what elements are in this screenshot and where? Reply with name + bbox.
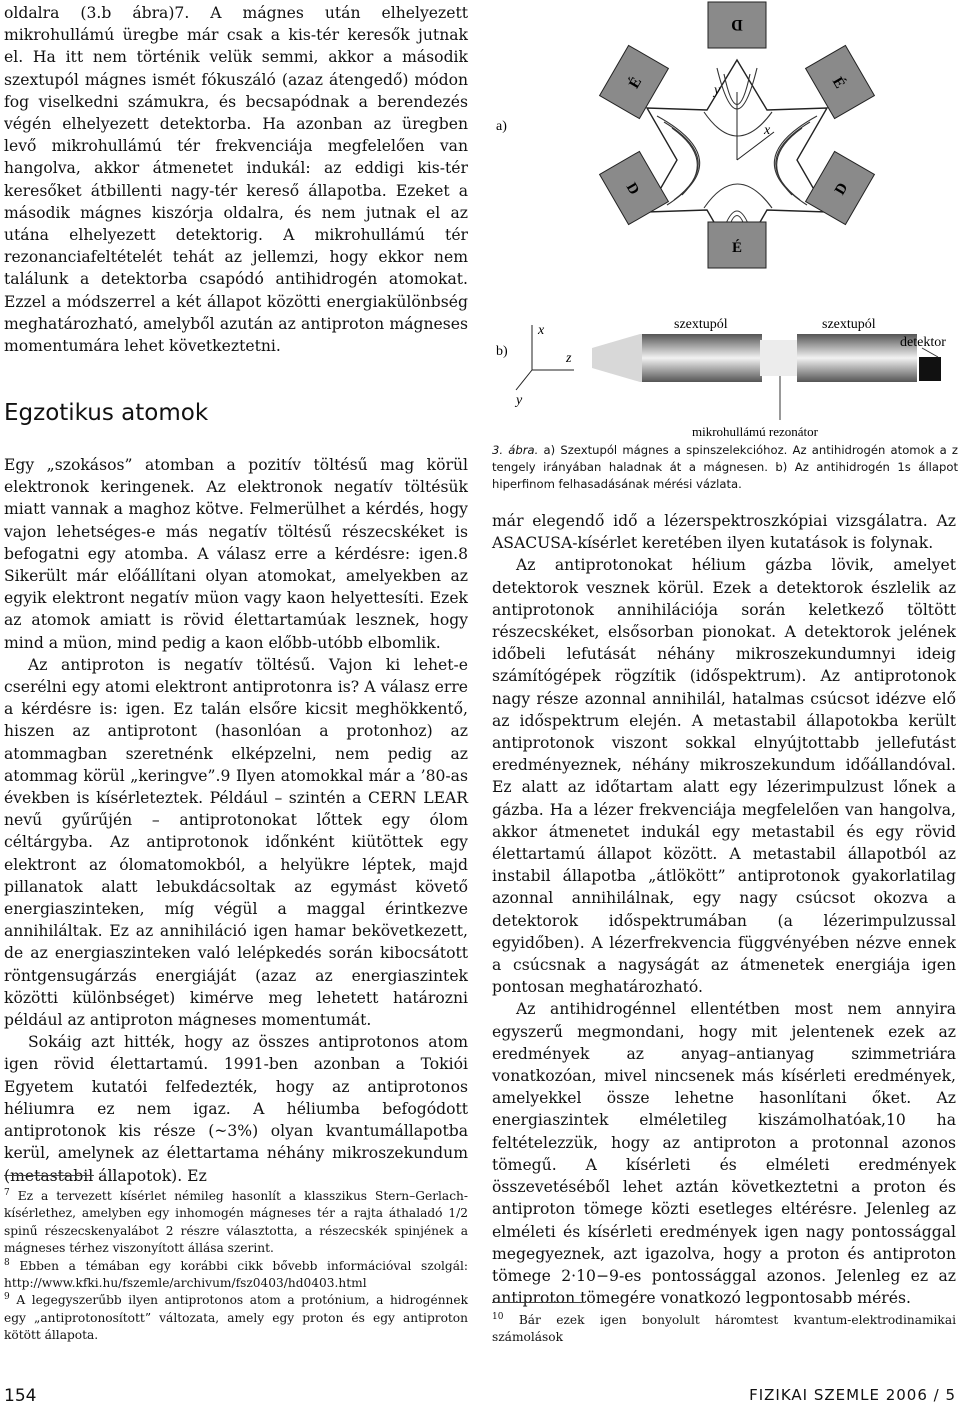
left-column xyxy=(4,2,468,357)
figure-caption: 3. ábra. a) Szextupól mágnes a spinszelekcióhoz. Az antihidrogén atomok a z tengely irányában haladnak át a mágnesen. b) Az antihidrogén 1s állapot hiperfinom felhasadásának mérési vázlata. xyxy=(492,443,959,491)
left-paragraph-1: oldalra (3.b ábra)7. A mágnes után elhelyezett mikrohullámú üregbe már csak a kis-tér keresők jutnak el. Ha itt nem történik velük semmi, akkor a második szextupól mágnes ismét fókuszáló (azaz átengedő) módon fog viselkedni számukra, és becsapódnak a berendezés végén elhelyezett detektorba. Ha azonban az üregben levő mikrohullámú tér frekvenciája megfelelően van hangolva, akkor átmenetet indukál: az eddigi kis-tér keresőket átbillenti nagy-tér kereső állapotba. Ezeket a második mágnes kiszórja oldalra, és nem jutnak el az utána elhelyezett detektorig. A mikrohullámú tér rezonanciafeltételét tehát az jellemzi, hogy ekkor nem találunk a detektorba csapódó antihidrogén atomokat. Ezzel a módszerrel a két állapot közötti energiakülönbség meghatározható, amelyből azután az antiproton mágneses momentumára lehet következtetni. xyxy=(4,4,468,356)
footnote-rule xyxy=(4,1175,94,1176)
section-body xyxy=(4,454,468,1187)
figure-label-a: a) xyxy=(496,119,507,134)
sextupole-magnet-2 xyxy=(797,334,917,382)
pole-upper-left-e xyxy=(600,45,669,118)
figure-label-b: b) xyxy=(496,344,508,359)
figure-3 xyxy=(492,0,960,440)
section-paragraph-3: Sokáig azt hitték, hogy az összes antiprotonos atom igen rövid élettartamú. 1991-ben azonban a Tokiói Egyetem kutatói felfedezték, hogy az antiprotonos héliumra ez nem igaz. A héliumba befogódott antiprotonok kis része (~3%) olyan kvantumállapotba kerül, amelynek az élettartama néhány mikroszekundum (metastabil állapotok). Ez xyxy=(4,1033,468,1185)
svg-text:D: D xyxy=(731,16,743,33)
pole-bottom-e xyxy=(708,222,766,268)
footnote-7: $^7$ Ez a tervezett kísérlet némileg hasonlít a klasszikus Stern–Gerlach-kísérlethez, amelyben egy inhomogén mágneses tér a rajta áthaladó 1/2 spinű részecskenyalábot 2 részre választotta, a részecskék spinjének a mágneses térhez viszonyított állása szerint. xyxy=(4,1187,468,1256)
svg-text:É: É xyxy=(626,74,646,92)
axis-z-label-b: z xyxy=(566,351,572,366)
axis-y-label-b: y xyxy=(516,393,523,408)
svg-text:É: É xyxy=(828,74,848,92)
svg-text:D: D xyxy=(622,180,642,198)
right-paragraph-3: Az antihidrogénnel ellentétben most nem annyira egyszerű megmondani, hogy mit jelentenek ezek az eredmények az anyag–antianyag szimmetriára vonatkozóan, mivel nincsenek más kísérleti eredmények, amelyekkel össze lehetne hasonlítani őket. Az energiaszintek elméletileg kiszámolhatóak,10 ha feltételezzük, hogy az antiproton a protonnal azonos tömegű. A kísérleti és elméleti eredmények összevetéséből lehet aztán következtetni a proton és antiproton tömege közti esetleges eltérésre. Jelenleg az elméleti és kísérleti eredmények igen nagy pontossággal megegyeznek, azt igazolva, hogy a proton és antiproton tömege 2·10−9-es pontossággal azonos. Jelenleg ez az antiproton tömegére vonatkozó legpontosabb mérés. xyxy=(492,1000,956,1308)
detector-label: detektor xyxy=(900,335,946,350)
footnotes xyxy=(4,1188,468,1345)
pole-lower-left-d xyxy=(600,151,669,224)
section-heading: Egzotikus atomok xyxy=(4,400,209,426)
svg-text:É: É xyxy=(731,240,743,256)
axis-y-label-a: y xyxy=(714,83,721,98)
pole-lower-right-d xyxy=(806,151,875,224)
right-paragraph-2: Az antiprotonokat hélium gázba lövik, amelyet detektorok vesznek körül. Ezek a detektorok észlelik az antiprotonok annihilációja során keletkező töltött részecskéket, elsősorban pionokat. A detektorok jelének időbeli lefutását néhány mikroszekundumnyi ideig számítógépek rögzítik (időspektrum). Az antiprotonok nagy része azonnal annihilál, hatalmas csúcsot idézve elő az időspektrum elején. A metastabil állapotokba került antiprotonok viszont sokkal elnyújtottabb jellefutást eredményeznek, néhány mikroszekundum időállandóval. Ez alatt az időtartam alatt egy lézerimpulzust lőnek a gázba. Ha a lézer frekvenciája megfelelően van hangolva, akkor átmenetet indukál egy metastabil és egy rövid élettartamú állapot között. A metastabil állapotból az instabil állapotba „átlökött” antiprotonok gyakorlatilag azonnal annihilálnak, egy nagy csúcsot okozva a detektorok időspektrumában (a lézerimpulzussal egyidőben). A lézerfrekvencia függvényében nézve ennek a csúcsnak a nagyságát az átmenetek energiája igen pontosan meghatározható. xyxy=(492,556,956,997)
pole-upper-right-e xyxy=(806,45,875,118)
sextupole-diagram xyxy=(492,0,960,440)
microwave-resonator xyxy=(760,340,800,376)
footnote-8: $^8$ Ebben a témában egy korábbi cikk bővebb információval szolgál: http://www.kfki.hu/fszemle/archivum/fsz0403/hd0403.html xyxy=(4,1257,469,1291)
sextupole-label-1: szextupól xyxy=(674,317,728,332)
axis-y-b xyxy=(516,370,532,390)
sextupole-label-2: szextupól xyxy=(822,317,876,332)
page-number: 154 xyxy=(4,1386,37,1406)
journal-name: FIZIKAI SZEMLE 2006 / 5 xyxy=(749,1386,956,1404)
footnote-10-block xyxy=(492,1312,956,1347)
axis-x-label-a: x xyxy=(764,123,771,138)
sextupole-magnet-1 xyxy=(642,334,762,382)
pole-top-d xyxy=(708,2,766,48)
footnote-9: $^9$ A legegyszerűbb ilyen antiprotonos atom a protónium, a hidrogénnek egy „antiprotonosított” változata, amely egy proton és egy antiproton kötött állapota. xyxy=(4,1292,468,1343)
section-paragraph-2: Az antiproton is negatív töltésű. Vajon ki lehet-e cserélni egy atomi elektront antiprotonra is? A válasz erre a kérdésre is: igen. Ez talán elsőre kicsit meghökkentő, hiszen az antiprotont (hasonlóan a protonhoz) az atommagban szeretnénk elképzelni, nem pedig az atommag körül „keringve”.9 Ilyen atomokkal már a ’80-as években is kísérleteztek. Például – szintén a CERN LEAR nevű gyűrűjén – antiprotonokat lőttek egy ólom céltárgyba. Az antiprotonok időnként kiütöttek egy elektront az ólomatomokból, a helyükre léptek, majd pillanatok alatt lebukdácsoltak az egymást követő energiaszinteken, míg végül a maggal érintkezve annihiláltak. Ez az annihiláció igen hamar bekövetkezett, de az energiaszinteken való lelépkedés során kibocsátott röntgensugárzás energiáját (azaz az energiaszintek közötti különbséget) kimérve meg lehetett határozni például az antiproton mágneses momentumát. xyxy=(4,655,468,1030)
footnote-10: $^{10}$ Bár ezek igen bonyolult háromtest kvantum-elektrodinamikai számolások xyxy=(492,1311,956,1345)
right-paragraph-1: már elegendő idő a lézerspektroszkópiai vizsgálatra. Az ASACUSA-kísérlet keretében ilyen kutatások is folynak. xyxy=(492,512,956,553)
section-paragraph-1: Egy „szokásos” atomban a pozitív töltésű mag körül elektronok keringenek. Az elektronok negatív töltésük miatt vannak a maghoz kötve. Felmerülhet a kérdés, hogy vajon lehetséges-e más negatív töltésű részecskéket is befogatni egy atomba. A válasz erre a kérdésre: igen.8 Sikerült már előállítani olyan atomokat, amelyekben az egyik elektront negatív müon vagy kaon helyettesíti. Ezek az atomok amiatt is rövid élettartamúak lesznek, hogy mind a müon, mind pedig a kaon előbb-utóbb elbomlik. xyxy=(4,456,468,652)
page-footer xyxy=(4,1386,956,1406)
detector-block xyxy=(919,357,941,381)
right-column xyxy=(492,510,956,1309)
axis-x-label-b: x xyxy=(538,323,545,338)
svg-text:D: D xyxy=(832,180,852,198)
footnote-10-rule xyxy=(492,1302,582,1303)
resonator-label: mikrohullámú rezonátor xyxy=(692,424,818,439)
